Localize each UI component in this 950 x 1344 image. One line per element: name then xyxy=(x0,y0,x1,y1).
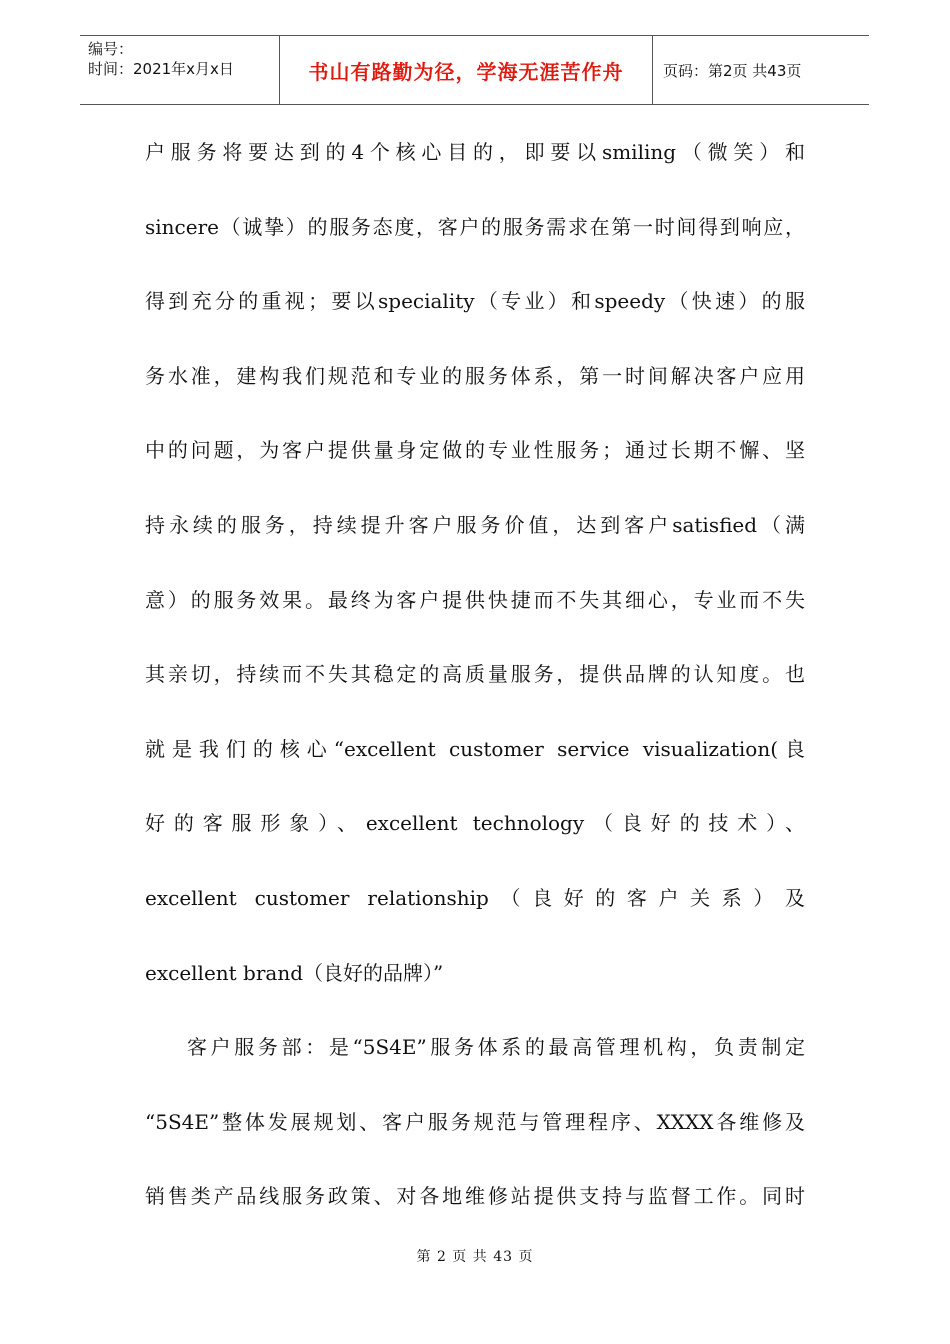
text-line: 销售类产品线服务政策、对各地维修站提供支持与监督工作。同时 xyxy=(145,1184,805,1209)
page-header xyxy=(80,35,869,105)
text-line: 中的问题，为客户提供量身定做的专业性服务；通过长期不懈、坚 xyxy=(145,438,805,463)
text-line: 就是我们的核心“excellent customer service visualization(良 xyxy=(145,736,805,761)
header-page-info: 页码：第2页 共43页 xyxy=(663,61,802,80)
text-line: 务水准，建构我们规范和专业的服务体系，第一时间解决客户应用 xyxy=(145,363,805,388)
text-line: 其亲切，持续而不失其稳定的高质量服务，提供品牌的认知度。也 xyxy=(145,662,805,687)
text-line: excellent brand（良好的品牌）” xyxy=(145,960,444,985)
code-label: 编号： xyxy=(88,40,134,58)
text-line: 意）的服务效果。最终为客户提供快捷而不失其细心，专业而不失 xyxy=(145,587,805,612)
text-line: excellent customer relationship（良好的客户关系）及 xyxy=(145,885,805,910)
time-label: 时间：2021年x月x日 xyxy=(88,60,234,78)
header-meta xyxy=(80,36,280,104)
text-line: 持永续的服务，持续提升客户服务价值，达到客户satisfied（满 xyxy=(145,512,805,537)
page-footer: 第 2 页 共 43 页 xyxy=(416,1249,534,1265)
text-line: “5S4E”整体发展规划、客户服务规范与管理程序、XXXX各维修及 xyxy=(145,1109,805,1134)
text-line: 得到充分的重视；要以speciality（专业）和speedy（快速）的服 xyxy=(145,289,805,314)
paragraph-start-line: 客户服务部：是“5S4E”服务体系的最高管理机构，负责制定 xyxy=(187,1035,805,1060)
header-motto: 书山有路勤为径，学海无涯苦作舟 xyxy=(280,36,653,104)
document-body xyxy=(145,115,805,1234)
text-line: sincere（诚挚）的服务态度，客户的服务需求在第一时间得到响应， xyxy=(145,214,805,239)
text-line: 户服务将要达到的4个核心目的，即要以smiling（微笑）和 xyxy=(145,140,805,164)
text-line: 好的客服形象）、excellent technology（良好的技术）、 xyxy=(145,811,805,836)
